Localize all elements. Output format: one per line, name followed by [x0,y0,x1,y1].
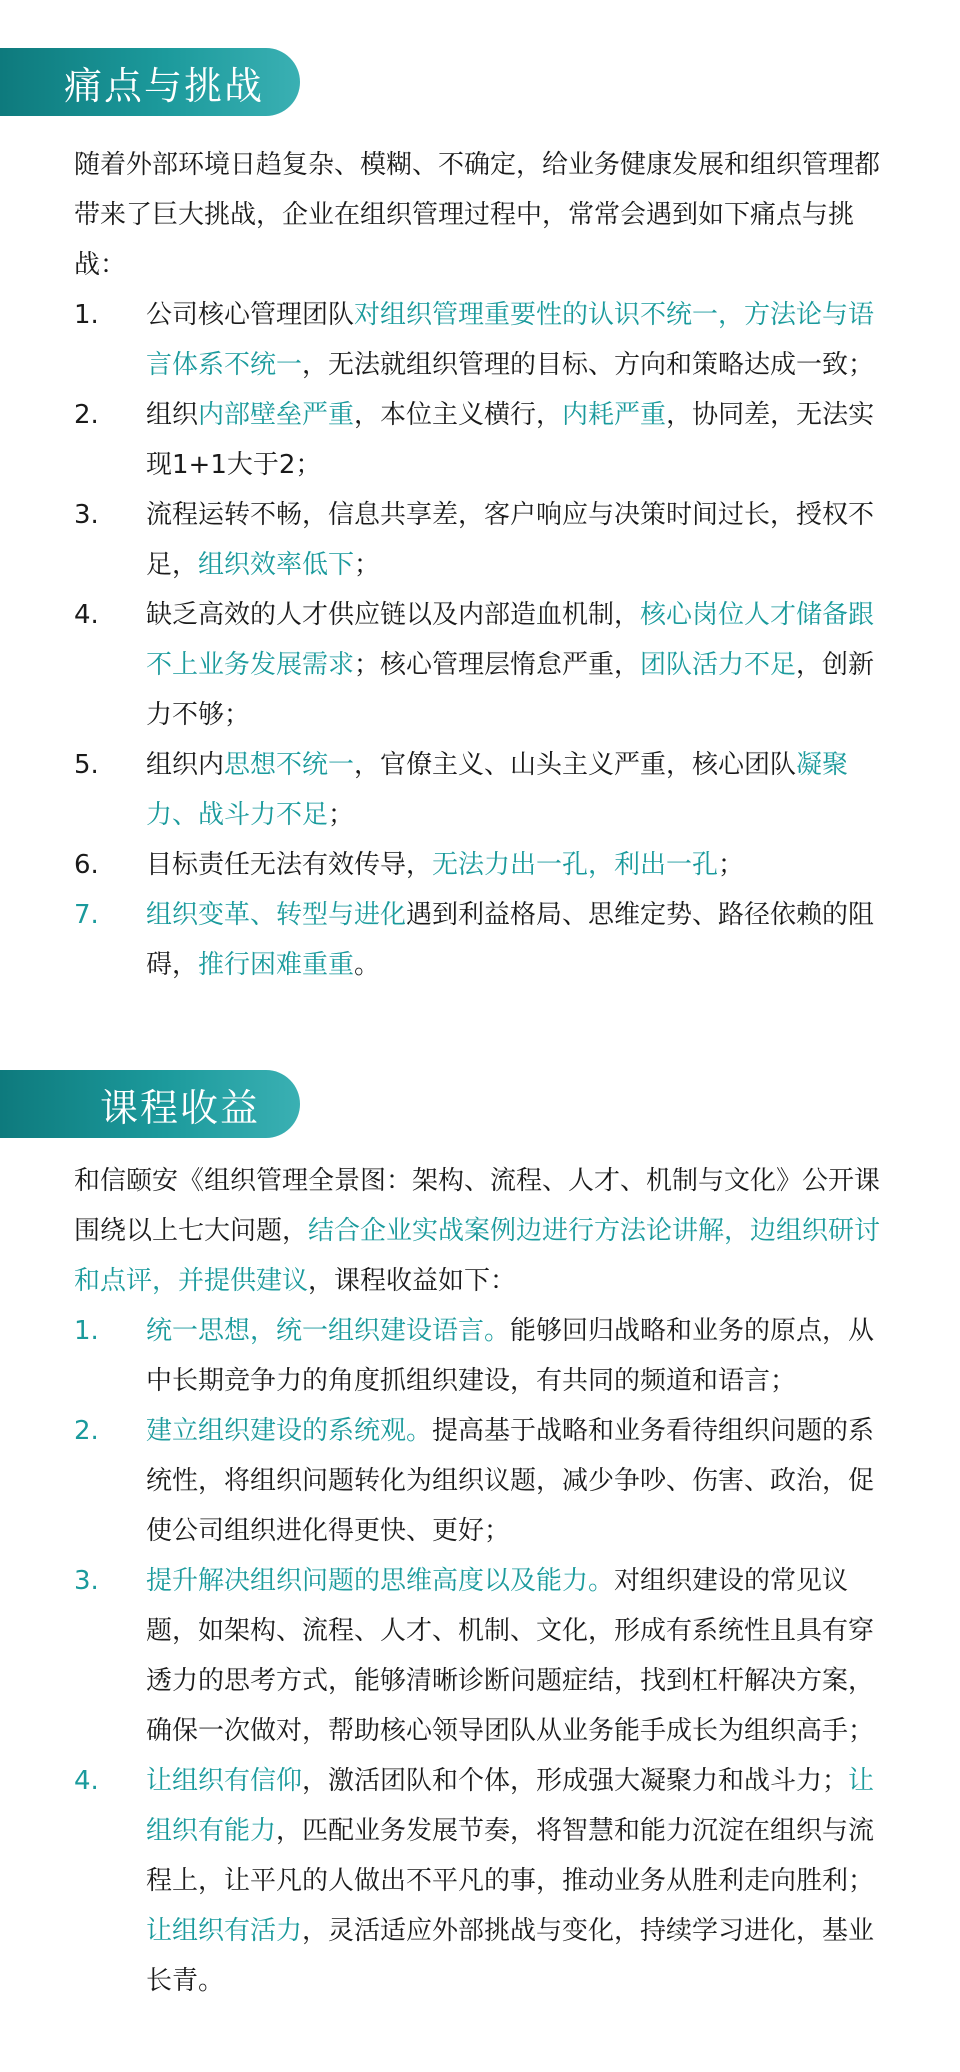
list-number: 4. [74,1766,99,1796]
list-number: 6. [74,850,99,880]
section-title: 痛点与挑战 [64,63,265,108]
list-number: 7. [74,900,99,930]
section-title: 课程收益 [100,1085,261,1130]
body-text: ； [354,550,381,580]
body-text: 和信颐安《组织管理全景图：架构、流程、人才、机制与文化》公开课围绕以上七大问题， [74,1166,881,1246]
list-item [74,490,894,590]
list-item [74,740,894,840]
highlight-text: 团队活力不足 [640,650,797,680]
list-item-text [146,1766,874,1996]
highlight-text: 内部壁垒严重 [198,400,355,430]
list-number: 1. [74,1316,99,1346]
body-text: ； [328,800,355,830]
list-item-text [146,500,874,580]
highlight-text: 对组织管理重要性的认识不统一，方法论与语言体系不统一 [146,300,875,380]
body-text: 提高基于战略和业务看待组织问题的系统性，将组织问题转化为组织议题，减少争吵、伤害、政治，促使公司组织进化得更快、更好； [146,1416,875,1546]
list-number: 5. [74,750,99,780]
highlight-text: 组织变革、转型与进化 [146,900,407,930]
list-item-text [146,750,848,830]
body-text: ，创新力不够； [146,650,875,730]
highlight-text: 思想不统一 [224,750,355,780]
list-item [74,390,894,490]
body-text: ，灵活适应外部挑战与变化，持续学习进化，基业长青。 [146,1916,875,1996]
list-item-text [146,400,874,480]
highlight-text: 内耗严重 [562,400,667,430]
body-text: 遇到利益格局、思维定势、路径依赖的阻碍， [146,900,875,980]
list-number: 1. [74,300,99,330]
highlight-text: 让组织有能力 [146,1766,875,1846]
highlight-text: 组织效率低下 [198,550,355,580]
body-text: ；核心管理层惰怠严重， [354,650,641,680]
body-text: ，无法就组织管理的目标、方向和策略达成一致； [302,350,875,380]
list-item [74,290,894,390]
pain-points-list [74,290,894,990]
list-number: 3. [74,1566,99,1596]
body-text: 公司核心管理团队 [146,300,355,330]
list-item-text [146,1416,874,1546]
list-number: 4. [74,600,99,630]
highlight-text: 统一思想，统一组织建设语言。 [146,1316,511,1346]
list-number: 2. [74,400,99,430]
body-text: 组织 [146,400,199,430]
list-item-text [146,1566,874,1746]
list-item-text [146,850,744,880]
list-item [74,840,894,890]
highlight-text: 让组织有信仰 [146,1766,303,1796]
body-text: ，激活团队和个体，形成强大凝聚力和战斗力； [302,1766,849,1796]
list-item [74,1306,894,1406]
list-item-text [146,900,874,980]
body-text: 。 [354,950,381,980]
body-text: ，课程收益如下： [308,1266,517,1296]
body-text: 目标责任无法有效传导， [146,850,433,880]
body-text: 组织内 [146,750,225,780]
list-item [74,590,894,740]
benefits-list [74,1306,894,2006]
highlight-text: 结合企业实战案例边进行方法论讲解，边组织研讨和点评，并提供建议 [74,1216,881,1296]
body-text: 对组织建设的常见议题，如架构、流程、人才、机制、文化，形成有系统性且具有穿透力的思考方式，能够清晰诊断问题症结，找到杠杆解决方案，确保一次做对，帮助核心领导团队从业务能手成长为组织高手； [146,1566,875,1746]
list-number: 2. [74,1416,99,1446]
list-item [74,1406,894,1556]
highlight-text: 凝聚力、战斗力不足 [146,750,849,830]
pain-intro: 随着外部环境日趋复杂、模糊、不确定，给业务健康发展和组织管理都带来了巨大挑战，企业在组织管理过程中，常常会遇到如下痛点与挑战： [74,150,881,280]
list-item-text [146,600,874,730]
list-item [74,1556,894,1756]
body-text: 流程运转不畅，信息共享差，客户响应与决策时间过长，授权不足， [146,500,875,580]
body-text: 能够回归战略和业务的原点，从中长期竞争力的角度抓组织建设，有共同的频道和语言； [146,1316,875,1396]
body-text: ，官僚主义、山头主义严重，核心团队 [354,750,797,780]
section-header-pain-points [0,48,300,116]
highlight-text: 推行困难重重 [198,950,355,980]
body-text: ； [718,850,745,880]
list-item [74,1756,894,2006]
highlight-text: 让组织有活力 [146,1916,303,1946]
section-header-course-benefits [0,1070,300,1138]
highlight-text: 核心岗位人才储备跟不上业务发展需求 [146,600,875,680]
benefit-intro [74,1156,894,1306]
list-number: 3. [74,500,99,530]
body-text: ，协同差，无法实现1+1大于2； [146,400,875,480]
list-item-text [146,1316,874,1396]
highlight-text: 建立组织建设的系统观。 [146,1416,433,1446]
highlight-text: 提升解决组织问题的思维高度以及能力。 [146,1566,615,1596]
highlight-text: 无法力出一孔，利出一孔 [432,850,719,880]
body-text: ，本位主义横行， [354,400,563,430]
list-item-text [146,300,874,380]
list-item [74,890,894,990]
body-text: 缺乏高效的人才供应链以及内部造血机制， [146,600,641,630]
body-text: ，匹配业务发展节奏，将智慧和能力沉淀在组织与流程上，让平凡的人做出不平凡的事，推动业务从胜利走向胜利； [146,1816,875,1896]
